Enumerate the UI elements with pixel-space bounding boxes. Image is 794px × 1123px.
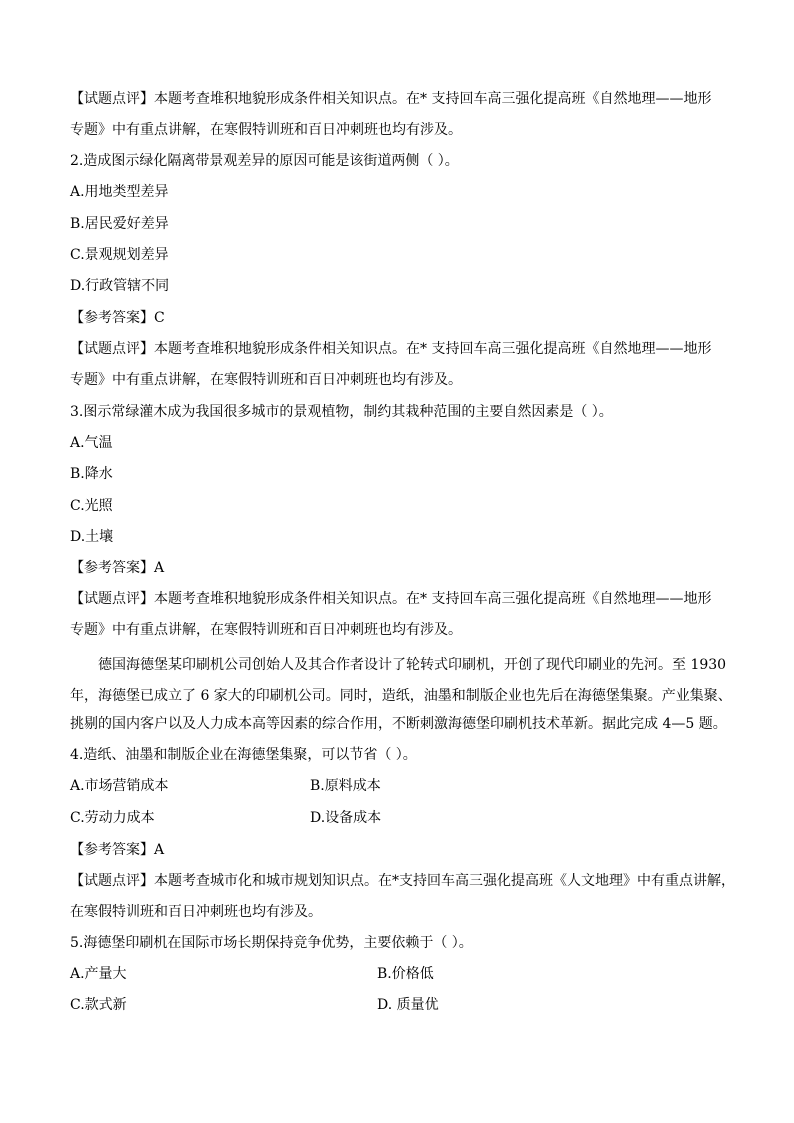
question-3-option-d: D.土壤 <box>70 529 114 545</box>
passage-line: 德国海德堡某印刷机公司创始人及其合作者设计了轮转式印刷机，开创了现代印刷业的先河。至 1930 <box>98 657 727 673</box>
comment-line: 【试题点评】本题考查堆积地貌形成条件相关知识点。在* 支持回车高三强化提高班《自然地理——地形 <box>70 591 712 607</box>
question-2-option-d: D.行政管辖不同 <box>70 278 170 294</box>
question-5-stem: 5.海德堡印刷机在国际市场长期保持竞争优势，主要依赖于（ ）。 <box>70 935 473 951</box>
question-3-stem: 3.图示常绿灌木成为我国很多城市的景观植物，制约其栽种范围的主要自然因素是（ ）。 <box>70 404 613 420</box>
question-5-option-a: A.产量大 <box>70 966 127 982</box>
question-5-option-b: B.价格低 <box>377 966 434 982</box>
question-5-option-d: D. 质量优 <box>377 997 439 1013</box>
passage-line: 挑剔的国内客户以及人力成本高等因素的综合作用，不断刺激海德堡印刷机技术革新。据此完成 4—5 题。 <box>70 716 727 732</box>
comment-line: 专题》中有重点讲解，在寒假特训班和百日冲刺班也均有涉及。 <box>70 622 462 638</box>
comment-line: 【试题点评】本题考查堆积地貌形成条件相关知识点。在* 支持回车高三强化提高班《自然地理——地形 <box>70 341 712 357</box>
comment-line: 在寒假特训班和百日冲刺班也均有涉及。 <box>70 904 322 920</box>
comment-line: 专题》中有重点讲解，在寒假特训班和百日冲刺班也均有涉及。 <box>70 122 462 138</box>
question-4-option-d: D.设备成本 <box>310 810 382 826</box>
question-2-stem: 2.造成图示绿化隔离带景观差异的原因可能是该街道两侧（ ）。 <box>70 153 459 169</box>
comment-line: 【试题点评】本题考查城市化和城市规划知识点。在*支持回车高三强化提高班《人文地理》中有重点讲解， <box>70 873 735 889</box>
question-4-option-a: A.市场营销成本 <box>70 778 169 794</box>
question-2-option-b: B.居民爱好差异 <box>70 216 169 232</box>
question-3-option-c: C.光照 <box>70 498 113 514</box>
question-2-option-a: A.用地类型差异 <box>70 184 169 200</box>
comment-line: 【试题点评】本题考查堆积地貌形成条件相关知识点。在* 支持回车高三强化提高班《自然地理——地形 <box>70 91 712 107</box>
question-5-option-c: C.款式新 <box>70 997 127 1013</box>
comment-line: 专题》中有重点讲解，在寒假特训班和百日冲刺班也均有涉及。 <box>70 372 462 388</box>
passage-line: 年，海德堡已成立了 6 家大的印刷机公司。同时，造纸，油墨和制版企业也先后在海德堡集聚。产业集聚、 <box>70 688 732 704</box>
question-4-answer: 【参考答案】A <box>70 842 165 858</box>
question-2-answer: 【参考答案】C <box>70 310 165 326</box>
question-3-option-a: A.气温 <box>70 435 113 451</box>
question-4-stem: 4.造纸、油墨和制版企业在海德堡集聚，可以节省（ ）。 <box>70 747 417 763</box>
question-4-option-c: C.劳动力成本 <box>70 810 155 826</box>
question-4-option-b: B.原料成本 <box>310 778 381 794</box>
question-3-answer: 【参考答案】A <box>70 560 165 576</box>
question-3-option-b: B.降水 <box>70 466 113 482</box>
question-2-option-c: C.景观规划差异 <box>70 247 169 263</box>
